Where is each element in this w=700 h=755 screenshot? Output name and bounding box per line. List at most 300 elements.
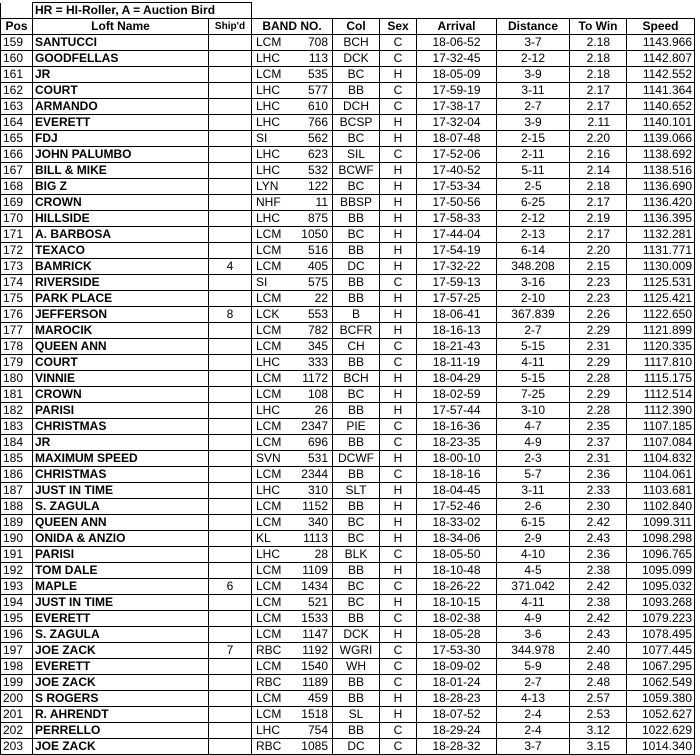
cell-speed: 1117.810: [627, 355, 695, 371]
cell-band-prefix: SVN: [252, 451, 290, 467]
cell-to-win: 2.35: [570, 419, 627, 435]
table-row: [1, 691, 695, 707]
legend-filler: [252, 3, 695, 19]
cell-to-win: 2.18: [570, 51, 627, 67]
cell-distance: 6-25: [497, 195, 570, 211]
cell-arrival: 18-06-52: [417, 35, 497, 51]
cell-distance: 5-9: [497, 659, 570, 675]
cell-speed: 1067.295: [627, 659, 695, 675]
cell-shipped: [209, 611, 252, 627]
cell-speed: 1096.765: [627, 547, 695, 563]
cell-color: BC: [333, 515, 380, 531]
cell-distance: 4-11: [497, 355, 570, 371]
cell-distance: 3-7: [497, 739, 570, 755]
cell-pos: 174: [1, 275, 33, 291]
cell-speed: 1059.380: [627, 691, 695, 707]
cell-distance: 2-7: [497, 323, 570, 339]
cell-shipped: 4: [209, 259, 252, 275]
cell-to-win: 2.33: [570, 483, 627, 499]
cell-band-number: 782: [290, 323, 333, 339]
cell-distance: 4-13: [497, 691, 570, 707]
cell-loft-name: EVERETT: [33, 115, 209, 131]
cell-loft-name: COURT: [33, 355, 209, 371]
cell-pos: 202: [1, 723, 33, 739]
table-row: [1, 355, 695, 371]
cell-arrival: 17-40-52: [417, 163, 497, 179]
cell-shipped: [209, 515, 252, 531]
cell-distance: 3-7: [497, 35, 570, 51]
cell-band-prefix: LHC: [252, 51, 290, 67]
cell-pos: 178: [1, 339, 33, 355]
cell-pos: 181: [1, 387, 33, 403]
cell-color: BB: [333, 467, 380, 483]
cell-sex: H: [380, 227, 417, 243]
cell-band-prefix: LCM: [252, 67, 290, 83]
cell-sex: C: [380, 147, 417, 163]
cell-shipped: [209, 275, 252, 291]
cell-band-number: 11: [290, 195, 333, 211]
cell-distance: 5-15: [497, 339, 570, 355]
cell-shipped: [209, 115, 252, 131]
cell-distance: 4-7: [497, 419, 570, 435]
cell-distance: 3-10: [497, 403, 570, 419]
cell-loft-name: TEXACO: [33, 243, 209, 259]
cell-to-win: 2.37: [570, 435, 627, 451]
table-row: [1, 67, 695, 83]
cell-to-win: 2.14: [570, 163, 627, 179]
table-row: [1, 371, 695, 387]
cell-band-prefix: SI: [252, 275, 290, 291]
header-col: Col: [333, 19, 380, 35]
cell-to-win: 2.36: [570, 547, 627, 563]
cell-band-number: 1109: [290, 563, 333, 579]
cell-speed: 1107.185: [627, 419, 695, 435]
cell-arrival: 18-23-35: [417, 435, 497, 451]
cell-sex: C: [380, 547, 417, 563]
cell-color: BB: [333, 611, 380, 627]
table-row: [1, 451, 695, 467]
cell-arrival: 17-50-56: [417, 195, 497, 211]
cell-color: BB: [333, 83, 380, 99]
cell-color: BC: [333, 67, 380, 83]
cell-color: BCH: [333, 35, 380, 51]
cell-to-win: 2.42: [570, 611, 627, 627]
cell-band-prefix: LCK: [252, 307, 290, 323]
cell-pos: 168: [1, 179, 33, 195]
cell-color: BB: [333, 723, 380, 739]
cell-arrival: 18-10-48: [417, 563, 497, 579]
cell-band-prefix: LHC: [252, 99, 290, 115]
table-row: [1, 611, 695, 627]
cell-distance: 2-5: [497, 179, 570, 195]
cell-pos: 160: [1, 51, 33, 67]
table-row: [1, 179, 695, 195]
cell-speed: 1107.084: [627, 435, 695, 451]
cell-pos: 167: [1, 163, 33, 179]
cell-shipped: [209, 67, 252, 83]
cell-band-prefix: LCM: [252, 579, 290, 595]
cell-shipped: [209, 371, 252, 387]
table-row: [1, 739, 695, 755]
cell-color: BB: [333, 499, 380, 515]
cell-color: BCWF: [333, 163, 380, 179]
cell-arrival: 17-57-44: [417, 403, 497, 419]
cell-loft-name: BAMRICK: [33, 259, 209, 275]
cell-pos: 172: [1, 243, 33, 259]
cell-speed: 1140.101: [627, 115, 695, 131]
cell-distance: 2-3: [497, 451, 570, 467]
cell-arrival: 18-29-24: [417, 723, 497, 739]
cell-sex: H: [380, 307, 417, 323]
header-sex: Sex: [380, 19, 417, 35]
cell-pos: 165: [1, 131, 33, 147]
cell-pos: 199: [1, 675, 33, 691]
cell-speed: 1136.395: [627, 211, 695, 227]
cell-band-prefix: LCM: [252, 323, 290, 339]
cell-pos: 197: [1, 643, 33, 659]
cell-to-win: 2.42: [570, 515, 627, 531]
cell-loft-name: MAXIMUM SPEED: [33, 451, 209, 467]
cell-band-number: 1540: [290, 659, 333, 675]
header-distance: Distance: [497, 19, 570, 35]
cell-arrival: 18-18-16: [417, 467, 497, 483]
cell-sex: C: [380, 35, 417, 51]
cell-pos: 182: [1, 403, 33, 419]
cell-pos: 183: [1, 419, 33, 435]
cell-distance: 3-6: [497, 627, 570, 643]
cell-sex: H: [380, 323, 417, 339]
cell-shipped: [209, 243, 252, 259]
table-row: [1, 499, 695, 515]
cell-band-number: 696: [290, 435, 333, 451]
cell-color: BB: [333, 275, 380, 291]
cell-color: BB: [333, 211, 380, 227]
cell-pos: 192: [1, 563, 33, 579]
cell-sex: H: [380, 627, 417, 643]
header-row: [1, 19, 695, 35]
cell-distance: 2-4: [497, 707, 570, 723]
cell-color: DCWF: [333, 451, 380, 467]
cell-shipped: [209, 147, 252, 163]
legend-row: [1, 3, 695, 19]
cell-arrival: 17-57-25: [417, 291, 497, 307]
cell-pos: 162: [1, 83, 33, 99]
cell-shipped: 8: [209, 307, 252, 323]
table-row: [1, 387, 695, 403]
cell-band-prefix: LCM: [252, 419, 290, 435]
cell-sex: H: [380, 451, 417, 467]
cell-shipped: [209, 531, 252, 547]
cell-to-win: 2.11: [570, 115, 627, 131]
cell-distance: 3-9: [497, 67, 570, 83]
cell-to-win: 2.38: [570, 595, 627, 611]
cell-distance: 367.839: [497, 307, 570, 323]
cell-sex: C: [380, 355, 417, 371]
table-row: [1, 163, 695, 179]
cell-sex: H: [380, 515, 417, 531]
cell-pos: 177: [1, 323, 33, 339]
cell-band-prefix: LHC: [252, 83, 290, 99]
table-row: [1, 83, 695, 99]
cell-arrival: 18-28-32: [417, 739, 497, 755]
cell-color: BC: [333, 227, 380, 243]
cell-sex: H: [380, 243, 417, 259]
cell-band-prefix: LCM: [252, 243, 290, 259]
cell-band-number: 562: [290, 131, 333, 147]
cell-color: PIE: [333, 419, 380, 435]
cell-speed: 1062.549: [627, 675, 695, 691]
table-row: [1, 51, 695, 67]
cell-shipped: [209, 403, 252, 419]
table-row: [1, 723, 695, 739]
cell-shipped: [209, 163, 252, 179]
cell-arrival: 18-04-45: [417, 483, 497, 499]
table-row: [1, 483, 695, 499]
cell-pos: 198: [1, 659, 33, 675]
cell-band-prefix: LCM: [252, 339, 290, 355]
cell-distance: 6-14: [497, 243, 570, 259]
cell-to-win: 2.57: [570, 691, 627, 707]
cell-band-number: 532: [290, 163, 333, 179]
cell-loft-name: EVERETT: [33, 659, 209, 675]
cell-shipped: [209, 483, 252, 499]
cell-band-number: 2344: [290, 467, 333, 483]
table-row: [1, 627, 695, 643]
cell-band-number: 708: [290, 35, 333, 51]
cell-loft-name: QUEEN ANN: [33, 339, 209, 355]
cell-pos: 185: [1, 451, 33, 467]
cell-loft-name: SANTUCCI: [33, 35, 209, 51]
cell-speed: 1125.421: [627, 291, 695, 307]
header-speed: Speed: [627, 19, 695, 35]
cell-sex: C: [380, 739, 417, 755]
cell-band-number: 310: [290, 483, 333, 499]
cell-speed: 1077.445: [627, 643, 695, 659]
cell-pos: 187: [1, 483, 33, 499]
cell-sex: C: [380, 435, 417, 451]
cell-arrival: 18-33-02: [417, 515, 497, 531]
cell-band-number: 22: [290, 291, 333, 307]
cell-band-prefix: LCM: [252, 515, 290, 531]
cell-to-win: 2.18: [570, 35, 627, 51]
cell-sex: H: [380, 387, 417, 403]
cell-distance: 371.042: [497, 579, 570, 595]
cell-to-win: 2.48: [570, 659, 627, 675]
cell-loft-name: BIG Z: [33, 179, 209, 195]
cell-loft-name: CROWN: [33, 195, 209, 211]
table-row: [1, 291, 695, 307]
cell-sex: C: [380, 275, 417, 291]
cell-band-number: 1189: [290, 675, 333, 691]
cell-color: BB: [333, 435, 380, 451]
table-row: [1, 243, 695, 259]
cell-loft-name: BILL & MIKE: [33, 163, 209, 179]
cell-color: BC: [333, 179, 380, 195]
cell-distance: 2-7: [497, 675, 570, 691]
cell-pos: 180: [1, 371, 33, 387]
cell-arrival: 17-44-04: [417, 227, 497, 243]
cell-shipped: [209, 659, 252, 675]
cell-pos: 190: [1, 531, 33, 547]
cell-band-prefix: LCM: [252, 595, 290, 611]
cell-band-prefix: KL: [252, 531, 290, 547]
cell-speed: 1098.298: [627, 531, 695, 547]
cell-speed: 1130.009: [627, 259, 695, 275]
cell-band-number: 122: [290, 179, 333, 195]
cell-shipped: [209, 83, 252, 99]
cell-to-win: 2.53: [570, 707, 627, 723]
cell-loft-name: JUST IN TIME: [33, 595, 209, 611]
cell-loft-name: CHRISTMAS: [33, 467, 209, 483]
cell-band-number: 553: [290, 307, 333, 323]
cell-distance: 2-10: [497, 291, 570, 307]
cell-speed: 1138.692: [627, 147, 695, 163]
cell-arrival: 18-02-38: [417, 611, 497, 627]
cell-arrival: 17-54-19: [417, 243, 497, 259]
cell-arrival: 18-21-43: [417, 339, 497, 355]
cell-loft-name: RIVERSIDE: [33, 275, 209, 291]
cell-speed: 1142.552: [627, 67, 695, 83]
cell-band-number: 26: [290, 403, 333, 419]
cell-shipped: [209, 707, 252, 723]
cell-band-prefix: LYN: [252, 179, 290, 195]
cell-speed: 1141.364: [627, 83, 695, 99]
cell-shipped: [209, 387, 252, 403]
cell-to-win: 2.20: [570, 243, 627, 259]
cell-color: BB: [333, 675, 380, 691]
cell-pos: 173: [1, 259, 33, 275]
cell-speed: 1095.032: [627, 579, 695, 595]
cell-loft-name: PARISI: [33, 547, 209, 563]
cell-shipped: [209, 339, 252, 355]
cell-to-win: 2.17: [570, 227, 627, 243]
cell-loft-name: PERRELLO: [33, 723, 209, 739]
cell-distance: 3-16: [497, 275, 570, 291]
cell-to-win: 3.15: [570, 739, 627, 755]
cell-pos: 203: [1, 739, 33, 755]
cell-to-win: 2.16: [570, 147, 627, 163]
cell-shipped: [209, 323, 252, 339]
cell-arrival: 18-11-19: [417, 355, 497, 371]
cell-distance: 344.978: [497, 643, 570, 659]
cell-band-prefix: LHC: [252, 355, 290, 371]
cell-distance: 4-9: [497, 611, 570, 627]
cell-band-number: 1113: [290, 531, 333, 547]
cell-sex: H: [380, 371, 417, 387]
cell-shipped: [209, 627, 252, 643]
cell-band-number: 1050: [290, 227, 333, 243]
cell-to-win: 2.18: [570, 67, 627, 83]
cell-sex: H: [380, 67, 417, 83]
cell-speed: 1104.061: [627, 467, 695, 483]
cell-loft-name: JOHN PALUMBO: [33, 147, 209, 163]
cell-color: B: [333, 307, 380, 323]
cell-arrival: 18-16-36: [417, 419, 497, 435]
cell-speed: 1102.840: [627, 499, 695, 515]
cell-to-win: 2.18: [570, 179, 627, 195]
cell-distance: 2-7: [497, 99, 570, 115]
cell-speed: 1120.335: [627, 339, 695, 355]
cell-sex: C: [380, 611, 417, 627]
cell-speed: 1125.531: [627, 275, 695, 291]
cell-sex: C: [380, 419, 417, 435]
cell-sex: H: [380, 163, 417, 179]
cell-distance: 3-11: [497, 483, 570, 499]
table-row: [1, 99, 695, 115]
cell-shipped: [209, 547, 252, 563]
cell-speed: 1112.514: [627, 387, 695, 403]
cell-band-number: 1172: [290, 371, 333, 387]
cell-to-win: 2.31: [570, 451, 627, 467]
cell-shipped: [209, 355, 252, 371]
cell-distance: 2-4: [497, 723, 570, 739]
cell-pos: 166: [1, 147, 33, 163]
cell-shipped: [209, 563, 252, 579]
cell-color: BC: [333, 131, 380, 147]
cell-to-win: 2.29: [570, 355, 627, 371]
cell-pos: 201: [1, 707, 33, 723]
cell-loft-name: HILLSIDE: [33, 211, 209, 227]
cell-to-win: 2.19: [570, 211, 627, 227]
cell-to-win: 2.48: [570, 675, 627, 691]
cell-speed: 1099.311: [627, 515, 695, 531]
cell-pos: 188: [1, 499, 33, 515]
cell-band-number: 575: [290, 275, 333, 291]
table-row: [1, 643, 695, 659]
cell-arrival: 17-53-34: [417, 179, 497, 195]
header-to-win: To Win: [570, 19, 627, 35]
cell-speed: 1132.281: [627, 227, 695, 243]
cell-speed: 1121.899: [627, 323, 695, 339]
cell-band-prefix: LHC: [252, 547, 290, 563]
cell-speed: 1143.966: [627, 35, 695, 51]
cell-to-win: 2.15: [570, 259, 627, 275]
cell-band-number: 521: [290, 595, 333, 611]
cell-distance: 4-10: [497, 547, 570, 563]
cell-band-number: 333: [290, 355, 333, 371]
cell-band-prefix: LCM: [252, 707, 290, 723]
cell-band-number: 1533: [290, 611, 333, 627]
cell-band-prefix: LCM: [252, 611, 290, 627]
cell-to-win: 2.17: [570, 99, 627, 115]
cell-arrival: 18-02-59: [417, 387, 497, 403]
cell-to-win: 2.29: [570, 323, 627, 339]
cell-shipped: [209, 451, 252, 467]
cell-arrival: 18-07-48: [417, 131, 497, 147]
cell-band-prefix: RBC: [252, 643, 290, 659]
cell-arrival: 17-32-22: [417, 259, 497, 275]
cell-arrival: 17-52-46: [417, 499, 497, 515]
cell-shipped: [209, 99, 252, 115]
cell-arrival: 18-04-29: [417, 371, 497, 387]
cell-loft-name: S ROGERS: [33, 691, 209, 707]
cell-band-number: 610: [290, 99, 333, 115]
cell-band-number: 623: [290, 147, 333, 163]
cell-sex: H: [380, 291, 417, 307]
cell-pos: 176: [1, 307, 33, 323]
cell-band-number: 1518: [290, 707, 333, 723]
cell-pos: 159: [1, 35, 33, 51]
cell-shipped: [209, 179, 252, 195]
cell-band-number: 535: [290, 67, 333, 83]
cell-distance: 5-7: [497, 467, 570, 483]
cell-band-prefix: LCM: [252, 259, 290, 275]
cell-pos: 196: [1, 627, 33, 643]
cell-color: BC: [333, 579, 380, 595]
table-row: [1, 531, 695, 547]
header-band-no: BAND NO.: [252, 19, 333, 35]
cell-color: CH: [333, 339, 380, 355]
